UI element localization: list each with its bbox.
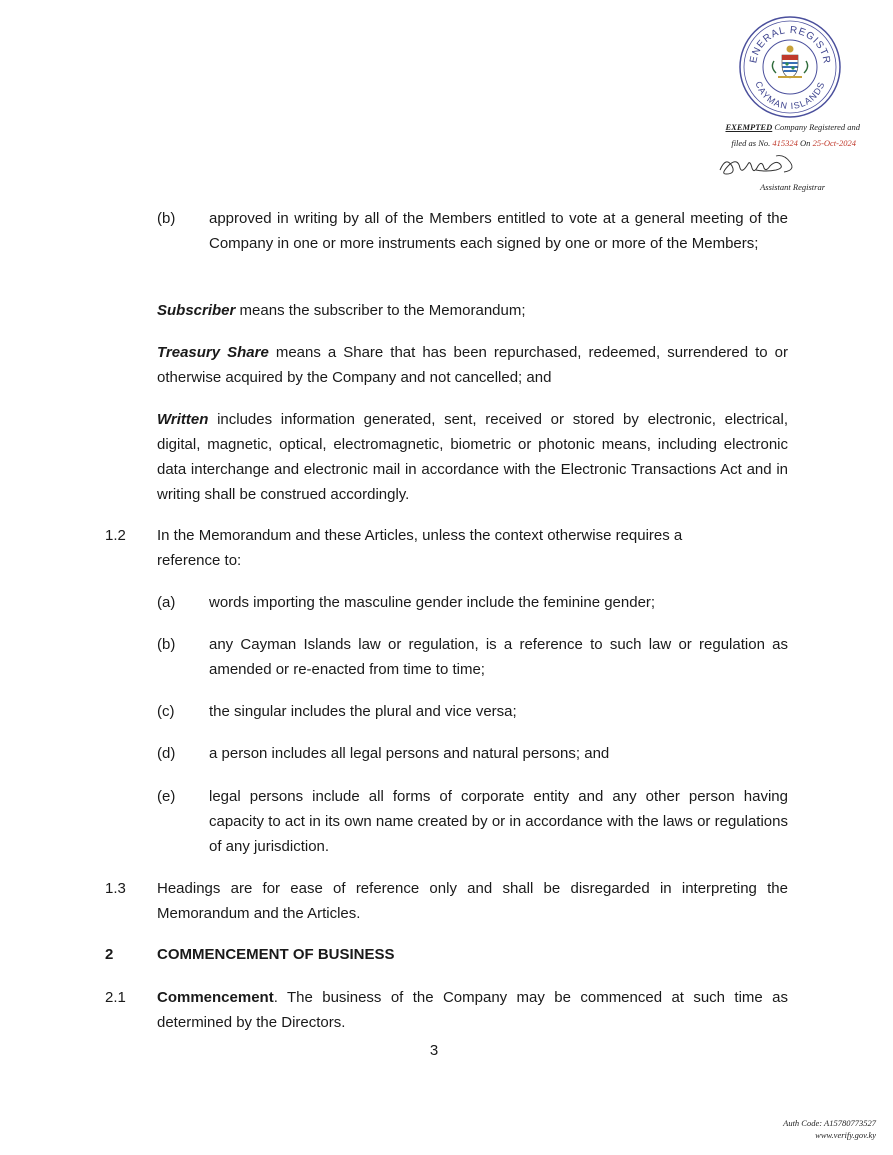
stamp-assistant-registrar: Assistant Registrar xyxy=(760,182,825,192)
stamp-on: On xyxy=(797,138,813,148)
section-1-2-text: In the Memorandum and these Articles, unless the context otherwise requires a reference to: xyxy=(157,527,683,569)
definition-subscriber xyxy=(157,298,788,323)
definition-written xyxy=(157,407,788,507)
section-2-1-number: 2.1 xyxy=(105,989,126,1006)
stamp-line-2 xyxy=(700,138,856,148)
footer-website: www.verify.gov.ky xyxy=(815,1130,876,1140)
coat-of-arms-icon xyxy=(772,46,807,79)
item-b-label: (b) xyxy=(157,210,176,227)
item-b-text: approved in writing by all of the Members entitled to vote at a general meeting of the Company in one or more instruments each signed by one or more of the Members; xyxy=(209,210,788,252)
registry-seal xyxy=(738,15,842,119)
treasury-share-text: means a Share that has been repurchased, redeemed, surrendered to or otherwise acquired by the Company and not cancelled; and xyxy=(157,344,788,386)
stamp-filed-as: filed as No. xyxy=(731,138,773,148)
item-b2-text: any Cayman Islands law or regulation, is a reference to such law or regulation as amended or re-enacted from time to time; xyxy=(209,636,788,678)
section-2-heading: COMMENCEMENT OF BUSINESS xyxy=(157,946,395,963)
section-2-1-text xyxy=(157,985,788,1035)
term-commencement: Commencement xyxy=(157,989,274,1006)
stamp-registered: Company Registered and xyxy=(772,122,860,132)
item-e-label: (e) xyxy=(157,788,176,805)
section-2-number: 2 xyxy=(105,946,114,963)
registrar-signature xyxy=(716,150,806,180)
item-d-text: a person includes all legal persons and natural persons; and xyxy=(209,745,610,762)
seal-bottom-text: CAYMAN ISLANDS xyxy=(753,79,827,112)
item-a-label: (a) xyxy=(157,594,176,611)
footer-auth-code: Auth Code: A15780773527 xyxy=(783,1118,876,1128)
item-a-text: words importing the masculine gender include the feminine gender; xyxy=(209,594,656,611)
definition-treasury-share xyxy=(157,340,788,390)
seal-top-text: ENERAL REGISTR xyxy=(748,24,833,66)
stamp-exempted: EXEMPTED xyxy=(725,122,773,132)
stamp-line-1 xyxy=(700,122,860,132)
item-d-label: (d) xyxy=(157,745,176,762)
written-text: includes information generated, sent, received or stored by electronic, electrical, digital, magnetic, optical, electromagnetic, biometric or photonic means, including electronic data interchange and electronic mail in accordance with the Electronic Transactions Act and in writing shall be construed accordingly. xyxy=(157,411,788,503)
svg-text:CAYMAN ISLANDS xyxy=(753,80,826,111)
stamp-reg-no: 415324 xyxy=(772,138,798,148)
term-treasury-share: Treasury Share xyxy=(157,344,269,361)
section-1-3-text: Headings are for ease of reference only and shall be disregarded in interpreting the Memorandum and the Articles. xyxy=(157,880,788,922)
item-b2-label: (b) xyxy=(157,636,176,653)
item-c-label: (c) xyxy=(157,703,175,720)
stamp-date: 25-Oct-2024 xyxy=(812,138,856,148)
subscriber-text: means the subscriber to the Memorandum; xyxy=(235,302,526,319)
item-e-text: legal persons include all forms of corporate entity and any other person having capacity to act in its own name created by or in accordance with the laws or regulations of any jurisdiction. xyxy=(209,788,788,855)
page-number: 3 xyxy=(429,1042,439,1059)
section-1-2-number: 1.2 xyxy=(105,527,126,544)
section-1-3-number: 1.3 xyxy=(105,880,126,897)
item-c-text: the singular includes the plural and vice versa; xyxy=(209,703,517,720)
term-subscriber: Subscriber xyxy=(157,302,236,319)
term-written: Written xyxy=(157,411,209,428)
commencement-text: . The business of the Company may be commenced at such time as determined by the Directors. xyxy=(157,989,788,1031)
